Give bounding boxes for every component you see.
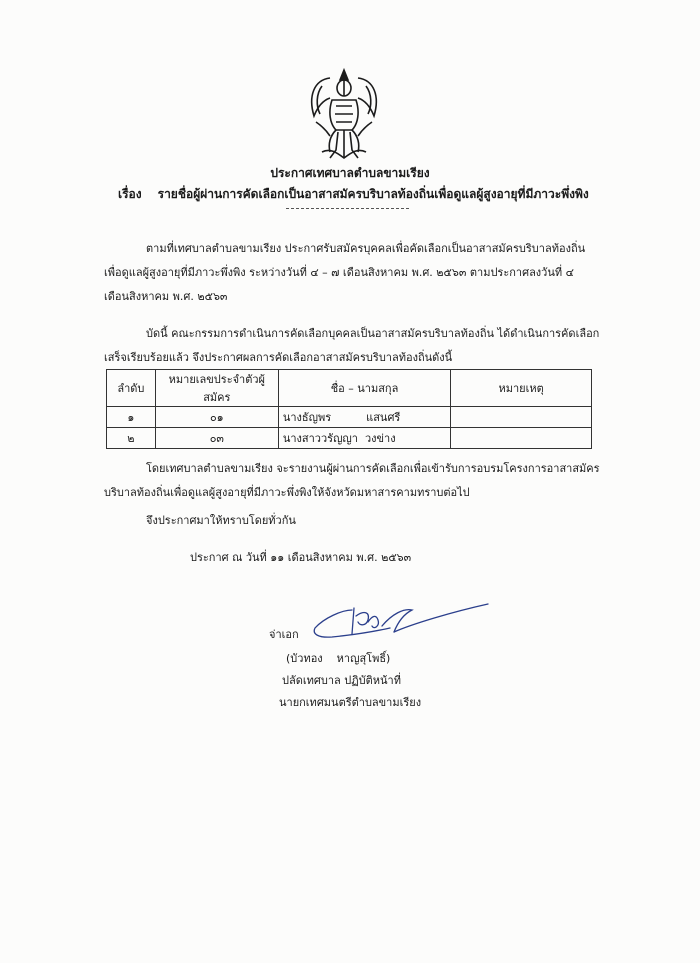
announcement-title: ประกาศเทศบาลตำบลขามเรียง xyxy=(270,166,430,180)
signatory-name: (บัวทอง หาญสุโพธิ์) xyxy=(286,652,391,665)
row-name: นางธัญพร แสนศรี xyxy=(278,407,450,428)
signatory-title: นายกเทศมนตรีตำบลขามเรียง xyxy=(279,696,422,709)
paragraph-line: เสร็จเรียบร้อยแล้ว จึงประกาศผลการคัดเลือกอาสาสมัครบริบาลท้องถิ่นดังนี้ xyxy=(104,351,453,364)
row-remarks xyxy=(451,407,592,428)
row-name: นางสาววรัญญา วงข่าง xyxy=(278,428,450,449)
column-header-number: ลำดับ xyxy=(107,370,156,407)
row-remarks xyxy=(451,428,592,449)
signatory-position: ปลัดเทศบาล ปฏิบัติหน้าที่ xyxy=(282,674,401,687)
row-number: ๒ xyxy=(107,428,156,449)
paragraph-line: บริบาลท้องถิ่นเพื่อดูแลผู้สูงอายุที่มีภาวะพึ่งพิงให้จังหวัดมหาสารคามทราบต่อไป xyxy=(104,486,470,499)
subject-label: เรื่อง xyxy=(118,187,142,201)
results-table xyxy=(106,369,592,449)
table-row xyxy=(107,407,592,428)
paragraph-3 xyxy=(104,457,600,505)
paragraph-1 xyxy=(104,237,592,309)
title-divider xyxy=(286,208,409,209)
paragraph-2 xyxy=(104,322,600,370)
row-applicant-number: ๐๓ xyxy=(155,428,278,449)
paragraph-line: เพื่อดูแลผู้สูงอายุที่มีภาวะพึ่งพิง ระหว่างวันที่ ๔ – ๗ เดือนสิงหาคม พ.ศ. ๒๕๖๓ ตามประกาศลงวันที่ ๔ xyxy=(104,266,574,279)
paragraph-line: บัดนี้ คณะกรรมการดำเนินการคัดเลือกบุคคลเป็นอาสาสมัครบริบาลท้องถิ่น ได้ดำเนินการคัดเลือก xyxy=(146,327,600,340)
table-row xyxy=(107,428,592,449)
column-header-name: ชื่อ – นามสกุล xyxy=(278,370,450,407)
paragraph-line: ตามที่เทศบาลตำบลขามเรียง ประกาศรับสมัครบุคคลเพื่อคัดเลือกเป็นอาสาสมัครบริบาลท้องถิ่น xyxy=(146,242,586,255)
column-header-remarks: หมายเหตุ xyxy=(451,370,592,407)
announcement-closing: จึงประกาศมาให้ทราบโดยทั่วกัน xyxy=(146,514,296,527)
garuda-emblem-icon xyxy=(300,66,388,162)
subject-line xyxy=(118,187,589,201)
paragraph-line: โดยเทศบาลตำบลขามเรียง จะรายงานผู้ผ่านการคัดเลือกเพื่อเข้ารับการอบรมโครงการอาสาสมัคร xyxy=(146,462,600,475)
table-header-row xyxy=(107,370,592,407)
subject-text: รายชื่อผู้ผ่านการคัดเลือกเป็นอาสาสมัครบริบาลท้องถิ่นเพื่อดูแลผู้สูงอายุที่มีภาวะพึ่งพิง xyxy=(157,187,589,201)
signatory-rank: จ่าเอก xyxy=(269,628,299,641)
column-header-applicant-number: หมายเลขประจำตัวผู้สมัคร xyxy=(155,370,278,407)
row-number: ๑ xyxy=(107,407,156,428)
signature-icon xyxy=(312,600,492,650)
row-applicant-number: ๐๑ xyxy=(155,407,278,428)
paragraph-line: เดือนสิงหาคม พ.ศ. ๒๕๖๓ xyxy=(104,290,228,303)
date-line: ประกาศ ณ วันที่ ๑๑ เดือนสิงหาคม พ.ศ. ๒๕๖๓ xyxy=(190,551,412,564)
